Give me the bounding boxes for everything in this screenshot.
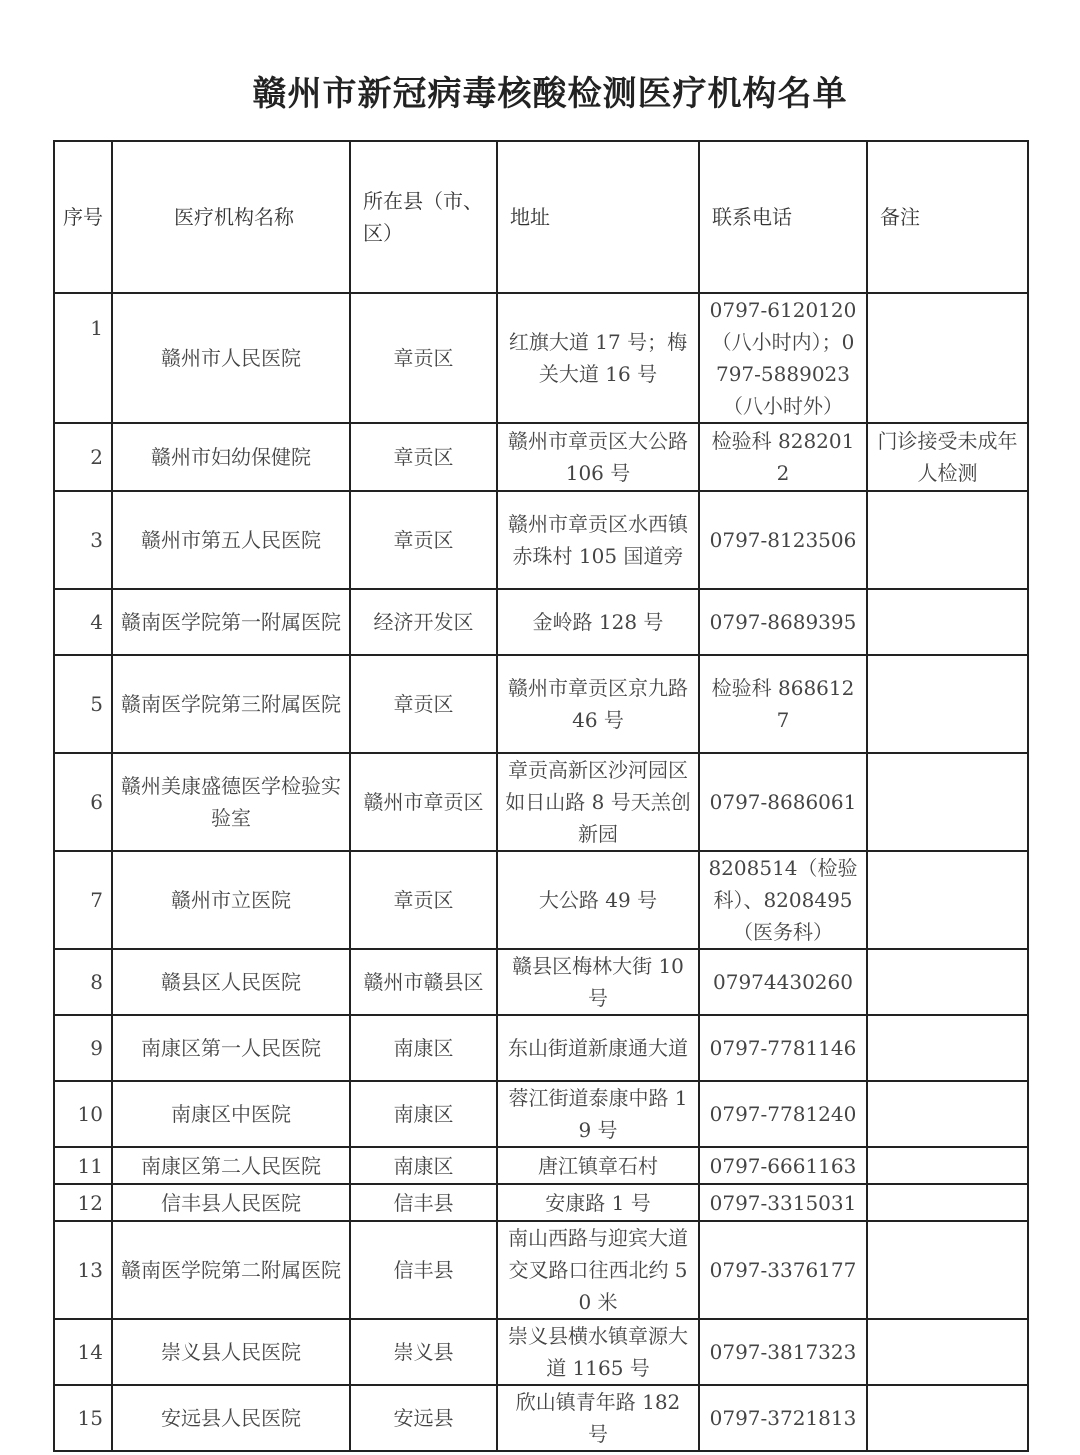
cell-note	[867, 851, 1028, 949]
cell-seq: 11	[54, 1147, 112, 1184]
table-row	[54, 949, 1028, 1015]
table-row	[54, 1221, 1028, 1319]
cell-address: 金岭路 128 号	[497, 589, 699, 655]
cell-address: 赣县区梅林大街 10 号	[497, 949, 699, 1015]
cell-note	[867, 753, 1028, 851]
cell-note	[867, 491, 1028, 589]
institution-table	[53, 140, 1029, 1452]
cell-name: 赣州美康盛德医学检验实验室	[112, 753, 350, 851]
cell-name: 赣南医学院第二附属医院	[112, 1221, 350, 1319]
cell-address: 大公路 49 号	[497, 851, 699, 949]
cell-district: 南康区	[350, 1081, 497, 1147]
cell-address: 南山西路与迎宾大道交叉路口往西北约 50 米	[497, 1221, 699, 1319]
table-row	[54, 423, 1028, 491]
cell-note	[867, 1015, 1028, 1081]
table-row	[54, 589, 1028, 655]
cell-note	[867, 655, 1028, 753]
cell-seq: 6	[54, 753, 112, 851]
cell-note	[867, 1385, 1028, 1451]
cell-district: 经济开发区	[350, 589, 497, 655]
cell-seq: 12	[54, 1184, 112, 1221]
cell-district: 南康区	[350, 1015, 497, 1081]
cell-seq: 13	[54, 1221, 112, 1319]
cell-seq: 1	[54, 293, 112, 423]
cell-note	[867, 1221, 1028, 1319]
cell-note	[867, 1319, 1028, 1385]
cell-address: 赣州市章贡区水西镇赤珠村 105 国道旁	[497, 491, 699, 589]
cell-district: 崇义县	[350, 1319, 497, 1385]
table-row	[54, 851, 1028, 949]
cell-name: 赣南医学院第一附属医院	[112, 589, 350, 655]
cell-district: 安远县	[350, 1385, 497, 1451]
header-address: 地址	[497, 141, 699, 293]
cell-seq: 7	[54, 851, 112, 949]
cell-name: 赣县区人民医院	[112, 949, 350, 1015]
cell-phone: 0797-3721813	[699, 1385, 867, 1451]
cell-seq: 14	[54, 1319, 112, 1385]
cell-note	[867, 589, 1028, 655]
cell-name: 安远县人民医院	[112, 1385, 350, 1451]
cell-name: 赣州市立医院	[112, 851, 350, 949]
cell-address: 蓉江街道泰康中路 19 号	[497, 1081, 699, 1147]
cell-phone: 0797-3315031	[699, 1184, 867, 1221]
cell-name: 崇义县人民医院	[112, 1319, 350, 1385]
cell-district: 信丰县	[350, 1184, 497, 1221]
table-header-row	[54, 141, 1028, 293]
cell-phone: 0797-7781146	[699, 1015, 867, 1081]
cell-address: 安康路 1 号	[497, 1184, 699, 1221]
cell-phone: 检验科 8686127	[699, 655, 867, 753]
table-row	[54, 1385, 1028, 1451]
cell-address: 赣州市章贡区京九路 46 号	[497, 655, 699, 753]
cell-phone: 0797-8689395	[699, 589, 867, 655]
table-row	[54, 1015, 1028, 1081]
table-row	[54, 491, 1028, 589]
cell-seq: 2	[54, 423, 112, 491]
cell-name: 南康区第二人民医院	[112, 1147, 350, 1184]
header-note: 备注	[867, 141, 1028, 293]
cell-seq: 8	[54, 949, 112, 1015]
cell-note: 门诊接受未成年人检测	[867, 423, 1028, 491]
cell-address: 欣山镇青年路 182 号	[497, 1385, 699, 1451]
cell-address: 赣州市章贡区大公路 106 号	[497, 423, 699, 491]
cell-phone: 0797-8123506	[699, 491, 867, 589]
cell-seq: 10	[54, 1081, 112, 1147]
cell-district: 章贡区	[350, 423, 497, 491]
header-phone: 联系电话	[699, 141, 867, 293]
cell-district: 章贡区	[350, 293, 497, 423]
cell-district: 章贡区	[350, 851, 497, 949]
table-row	[54, 1081, 1028, 1147]
cell-phone: 0797-7781240	[699, 1081, 867, 1147]
cell-district: 南康区	[350, 1147, 497, 1184]
cell-district: 赣州市章贡区	[350, 753, 497, 851]
cell-name: 南康区第一人民医院	[112, 1015, 350, 1081]
cell-phone: 0797-3817323	[699, 1319, 867, 1385]
cell-phone: 检验科 8282012	[699, 423, 867, 491]
cell-name: 赣州市第五人民医院	[112, 491, 350, 589]
cell-address: 唐江镇章石村	[497, 1147, 699, 1184]
table-row	[54, 1319, 1028, 1385]
cell-name: 赣州市妇幼保健院	[112, 423, 350, 491]
header-district: 所在县（市、区）	[350, 141, 497, 293]
cell-phone: 0797-8686061	[699, 753, 867, 851]
cell-note	[867, 1184, 1028, 1221]
table-row	[54, 655, 1028, 753]
cell-name: 信丰县人民医院	[112, 1184, 350, 1221]
cell-note	[867, 949, 1028, 1015]
cell-address: 章贡高新区沙河园区如日山路 8 号天羔创新园	[497, 753, 699, 851]
cell-name: 赣南医学院第三附属医院	[112, 655, 350, 753]
cell-seq: 9	[54, 1015, 112, 1081]
cell-name: 南康区中医院	[112, 1081, 350, 1147]
table-row	[54, 1184, 1028, 1221]
cell-district: 赣州市赣县区	[350, 949, 497, 1015]
cell-phone: 0797-3376177	[699, 1221, 867, 1319]
cell-seq: 15	[54, 1385, 112, 1451]
cell-address: 崇义县横水镇章源大道 1165 号	[497, 1319, 699, 1385]
header-name: 医疗机构名称	[112, 141, 350, 293]
table-row	[54, 1147, 1028, 1184]
cell-address: 红旗大道 17 号；梅关大道 16 号	[497, 293, 699, 423]
cell-seq: 5	[54, 655, 112, 753]
cell-note	[867, 1081, 1028, 1147]
cell-phone: 07974430260	[699, 949, 867, 1015]
cell-seq: 3	[54, 491, 112, 589]
cell-name: 赣州市人民医院	[112, 293, 350, 423]
cell-seq: 4	[54, 589, 112, 655]
cell-district: 章贡区	[350, 491, 497, 589]
cell-district: 章贡区	[350, 655, 497, 753]
table-row	[54, 753, 1028, 851]
cell-phone: 8208514（检验科）、8208495（医务科）	[699, 851, 867, 949]
page-title: 赣州市新冠病毒核酸检测医疗机构名单	[252, 74, 848, 114]
table-row	[54, 293, 1028, 423]
cell-phone: 0797-6120120（八小时内）；0797-5889023（八小时外）	[699, 293, 867, 423]
cell-address: 东山街道新康通大道	[497, 1015, 699, 1081]
cell-phone: 0797-6661163	[699, 1147, 867, 1184]
cell-note	[867, 1147, 1028, 1184]
cell-district: 信丰县	[350, 1221, 497, 1319]
cell-note	[867, 293, 1028, 423]
header-seq: 序号	[54, 141, 112, 293]
